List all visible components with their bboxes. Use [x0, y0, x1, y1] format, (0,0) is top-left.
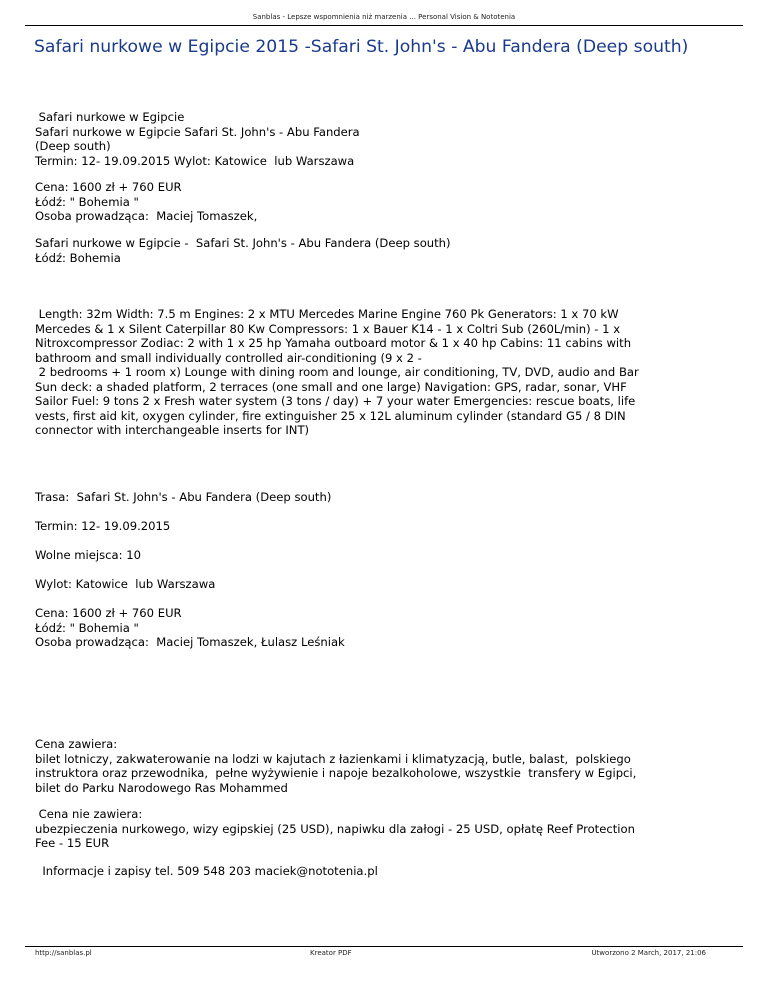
contact-section [35, 864, 725, 879]
intro-leader: Osoba prowadząca: Maciej Tomaszek, [35, 209, 258, 223]
footer-generator: Kreator PDF [310, 949, 352, 957]
details-leaders: Osoba prowadząca: Maciej Tomaszek, Łulasz Leśniak [35, 635, 345, 649]
contact-info: Informacje i zapisy tel. 509 548 203 maciek@nototenia.pl [35, 864, 378, 878]
footer-url: http://sanblas.pl [35, 949, 92, 957]
excludes-line: ubezpieczenia nurkowego, wizy egipskiej (25 USD), napiwku dla załogi - 25 USD, opłatę Reef Protection [35, 821, 635, 836]
details-boat: Łódź: " Bohemia " [35, 620, 139, 635]
intro-boat: Łódź: " Bohemia " [35, 194, 139, 209]
specs-line: Nitroxcompressor Zodiac: 2 with 1 x 25 hp Yamaha outboard motor & 1 x 40 hp Cabins: 11 cabins with [35, 336, 632, 350]
intro-price-section [35, 180, 725, 224]
specs-section [35, 307, 725, 438]
includes-heading: Cena zawiera: [35, 737, 118, 751]
specs-line: Mercedes & 1 x Silent Caterpillar 80 Kw Compressors: 1 x Bauer K14 - 1 x Coltri Sub (260L/min) - 1 x [35, 321, 621, 336]
intro-line: (Deep south) [35, 139, 111, 153]
route-line [35, 490, 725, 505]
includes-line: instruktora oraz przewodnika, pełne wyżywienie i napoje bezalkoholowe, wszystkie transfery w Egipci, [35, 766, 637, 780]
footer-created: Utworzono 2 March, 2017, 21:06 [591, 949, 706, 957]
summary-section [35, 236, 725, 265]
seats-text: Wolne miejsca: 10 [35, 548, 141, 562]
page-header: Sanblas - Lepsze wspomnienia niż marzenia ... Personal Vision & Nototenia [252, 13, 516, 21]
seats-line [35, 548, 725, 563]
includes-section [35, 737, 725, 795]
details-price-section [35, 606, 725, 650]
specs-line: vests, first aid kit, oxygen cylinder, fire extinguisher 25 x 12L aluminum cylinder (standard G5 / 8 DIN [35, 408, 626, 423]
term-text: Termin: 12- 19.09.2015 [35, 519, 171, 533]
header-divider [25, 25, 743, 26]
intro-line: Safari nurkowe w Egipcie Safari St. John's - Abu Fandera [35, 124, 360, 139]
specs-line: bathroom and small individually controlled air-conditioning (9 x 2 - [35, 350, 422, 365]
excludes-line: Fee - 15 EUR [35, 836, 110, 850]
intro-line: Termin: 12- 19.09.2015 Wylot: Katowice lub Warszawa [35, 153, 355, 168]
specs-line: Sun deck: a shaded platform, 2 terraces (one small and one large) Navigation: GPS, radar, sonar, VHF [35, 379, 627, 394]
departure-text: Wylot: Katowice lub Warszawa [35, 577, 216, 591]
specs-line: Sailor Fuel: 9 tons 2 x Fresh water system (3 tons / day) + 7 your water Emergencies: rescue boats, life [35, 394, 636, 408]
includes-line: bilet lotniczy, zakwaterowanie na lodzi w kajutach z łazienkami i klimatyzacją, butle, balast, polskiego [35, 751, 631, 766]
specs-line: 2 bedrooms + 1 room x) Lounge with dining room and lounge, air conditioning, TV, DVD, audio and Bar [35, 365, 639, 379]
route-text: Trasa: Safari St. John's - Abu Fandera (Deep south) [35, 490, 332, 504]
details-price: Cena: 1600 zł + 760 EUR [35, 606, 182, 620]
footer-divider [25, 946, 743, 947]
intro-section [35, 110, 725, 168]
excludes-heading: Cena nie zawiera: [35, 807, 143, 821]
specs-line: Length: 32m Width: 7.5 m Engines: 2 x MTU Mercedes Marine Engine 760 Pk Generators: 1 x 70 kW [35, 307, 619, 321]
departure-line [35, 577, 725, 592]
intro-price: Cena: 1600 zł + 760 EUR [35, 180, 182, 194]
includes-line: bilet do Parku Narodowego Ras Mohammed [35, 780, 288, 795]
summary-line: Safari nurkowe w Egipcie - Safari St. John's - Abu Fandera (Deep south) [35, 236, 451, 250]
summary-boat: Łódź: Bohemia [35, 250, 121, 265]
intro-line: Safari nurkowe w Egipcie [35, 110, 185, 124]
page-title: Safari nurkowe w Egipcie 2015 -Safari St. John's - Abu Fandera (Deep south) [34, 37, 689, 57]
excludes-section [35, 807, 725, 851]
term-line [35, 519, 725, 534]
specs-line: connector with interchangeable inserts for INT) [35, 423, 310, 437]
